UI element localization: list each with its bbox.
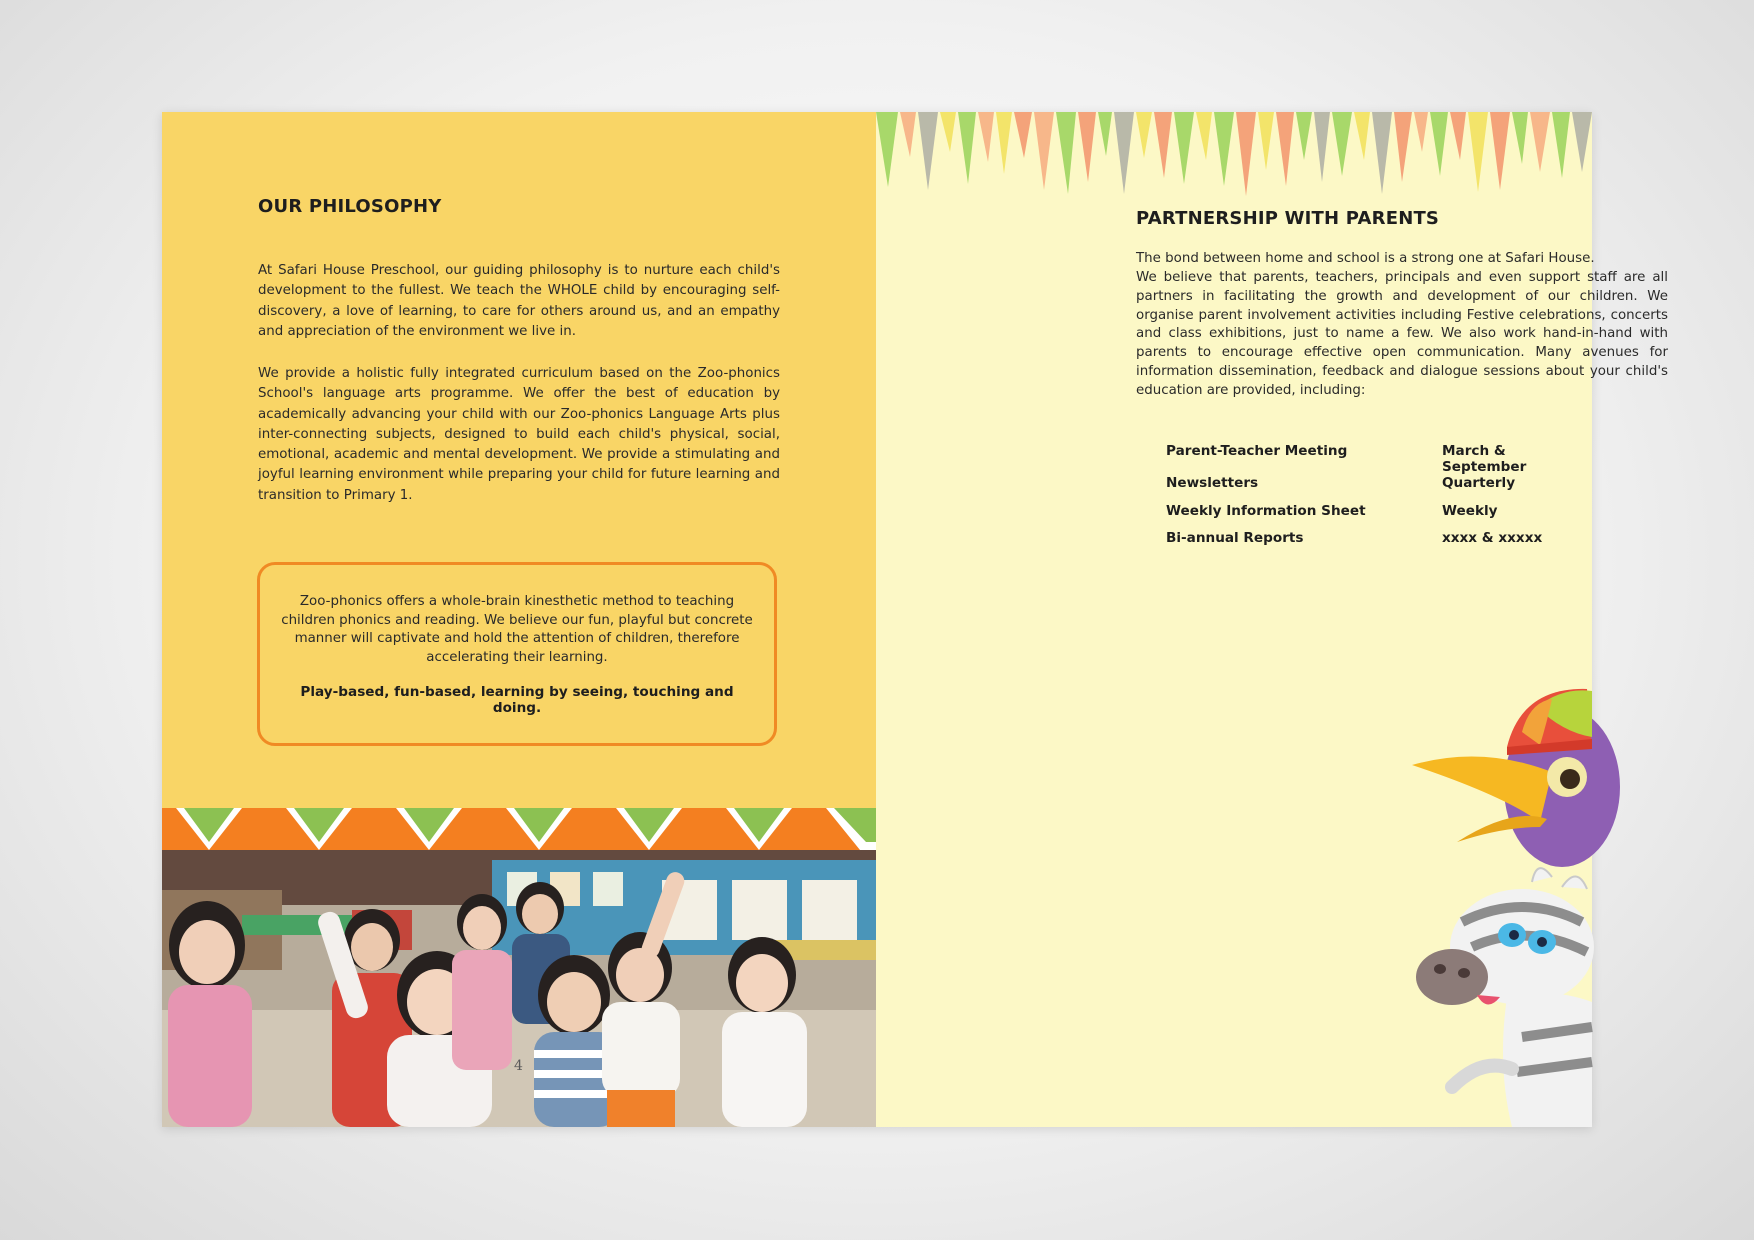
event-frequency: March & September bbox=[1442, 443, 1527, 475]
table-row bbox=[1166, 530, 1592, 558]
philosophy-paragraph-2: We provide a holistic fully integrated curriculum based on the Zoo-phonics School's language arts programme. We offer the best of education by academically advancing your child with our Zoo-phonics Language Arts plus inter-connecting subjects, designed to build each child's physical, social, emotional, academic and mental development. We provide a stimulating and joyful learning environment while preparing your child for future learning and transition to Primary 1. bbox=[258, 366, 780, 503]
partnership-heading: PARTNERSHIP WITH PARENTS bbox=[1136, 208, 1440, 229]
zoo-phonics-callout bbox=[257, 562, 777, 746]
event-frequency: Quarterly bbox=[1442, 475, 1516, 491]
callout-text: Zoo-phonics offers a whole-brain kinesthetic method to teaching children phonics and reading. We believe our fun, playful but concrete manner will captivate and hold the attention of children, therefore accelerating their learning. bbox=[281, 594, 753, 665]
table-row bbox=[1166, 443, 1592, 475]
right-page bbox=[876, 112, 1668, 1127]
events-table bbox=[1166, 443, 1592, 558]
left-page bbox=[162, 112, 876, 1127]
toucan-zebra-mascot-icon bbox=[1412, 677, 1592, 1127]
children-classroom-photo bbox=[162, 850, 876, 1127]
event-frequency: Weekly bbox=[1442, 502, 1498, 519]
table-row bbox=[1166, 475, 1592, 503]
event-name: Parent-Teacher Meeting bbox=[1166, 443, 1348, 459]
event-name: Newsletters bbox=[1166, 475, 1259, 491]
event-frequency: xxxx & xxxxx bbox=[1442, 530, 1543, 546]
philosophy-heading: OUR PHILOSOPHY bbox=[258, 196, 442, 217]
zigzag-border bbox=[162, 808, 876, 850]
grass-fringe-decoration bbox=[876, 112, 1592, 202]
callout-tagline: Play-based, fun-based, learning by seeing, touching and doing. bbox=[300, 684, 734, 717]
page-number: 4 bbox=[514, 1058, 523, 1074]
partnership-paragraph-1: The bond between home and school is a strong one at Safari House. bbox=[1136, 251, 1595, 266]
event-name: Weekly Information Sheet bbox=[1166, 502, 1366, 519]
partnership-paragraph-2: We believe that parents, teachers, principals and even support staff are all partners in facilitating the growth and development of our children. We organise parent involvement activities including Festive celebrations, concerts and class exhibitions, just to name a few. We also work hand-in-hand with parents to encourage effective open communication. Many avenues for information dissemination, feedback and dialogue sessions about your child's education are provided, including: bbox=[1136, 270, 1668, 398]
philosophy-paragraph-1: At Safari House Preschool, our guiding philosophy is to nurture each child's development to the fullest. We teach the WHOLE child by encouraging self-discovery, a love of learning, to care for others around us, and an empathy and appreciation of the environment we live in. bbox=[258, 263, 780, 339]
table-row bbox=[1166, 503, 1592, 531]
brochure-spread bbox=[162, 112, 1668, 1127]
event-name: Bi-annual Reports bbox=[1166, 530, 1304, 546]
